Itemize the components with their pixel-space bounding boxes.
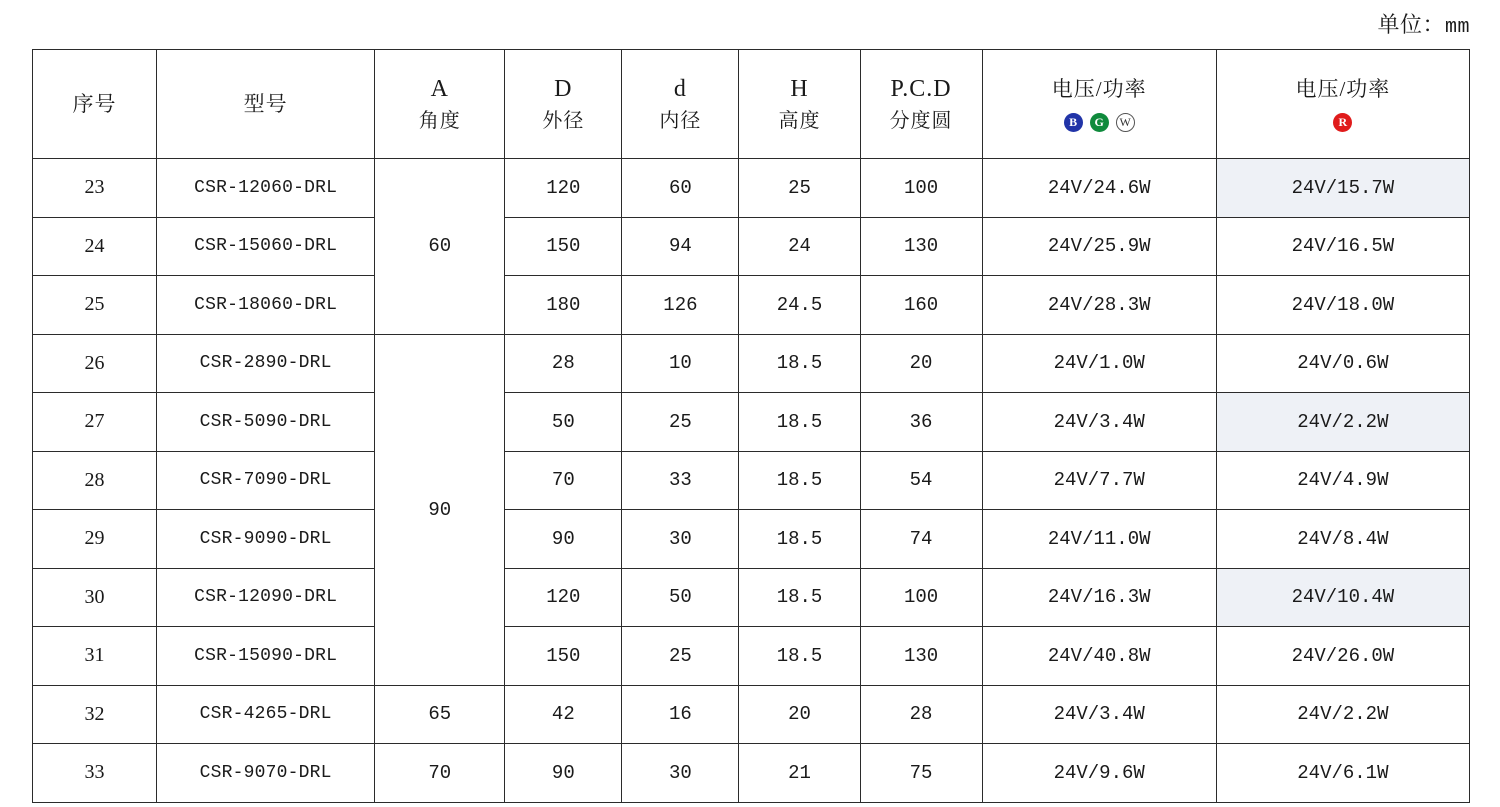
cell-no: 30 <box>33 568 157 627</box>
cell-voltage-power-bgw: 24V/16.3W <box>982 568 1216 627</box>
cell-model: CSR-18060-DRL <box>157 276 375 335</box>
column-header-voltage-power-bgw <box>982 50 1216 159</box>
table-row <box>33 159 1470 218</box>
table-row <box>33 685 1470 744</box>
cell-pcd: 130 <box>860 217 982 276</box>
cell-no: 28 <box>33 451 157 510</box>
cell-model: CSR-15060-DRL <box>157 217 375 276</box>
cell-no: 31 <box>33 627 157 686</box>
table-row <box>33 510 1470 569</box>
cell-pcd: 75 <box>860 744 982 803</box>
cell-voltage-power-r: 24V/4.9W <box>1216 451 1469 510</box>
cell-outer-diameter: 150 <box>505 217 622 276</box>
cell-model: CSR-12060-DRL <box>157 159 375 218</box>
unit-note-value: mm <box>1444 16 1470 39</box>
table-body <box>33 159 1470 803</box>
cell-height: 18.5 <box>739 393 860 452</box>
table-row <box>33 334 1470 393</box>
cell-height: 18.5 <box>739 451 860 510</box>
cell-inner-diameter: 33 <box>622 451 739 510</box>
badge-group-r <box>1333 113 1352 132</box>
cell-outer-diameter: 150 <box>505 627 622 686</box>
cell-voltage-power-r: 24V/10.4W <box>1216 568 1469 627</box>
cell-voltage-power-bgw: 24V/9.6W <box>982 744 1216 803</box>
column-header-voltage-power-r <box>1216 50 1469 159</box>
cell-pcd: 36 <box>860 393 982 452</box>
table-row <box>33 744 1470 803</box>
column-header-height-symbol: H <box>790 75 809 102</box>
cell-voltage-power-r: 24V/2.2W <box>1216 393 1469 452</box>
cell-angle: 65 <box>375 685 505 744</box>
badge-green-icon: G <box>1090 113 1109 132</box>
cell-height: 21 <box>739 744 860 803</box>
column-header-inner-diameter-label: 内径 <box>659 110 702 133</box>
cell-outer-diameter: 90 <box>505 744 622 803</box>
cell-angle: 90 <box>375 334 505 685</box>
cell-outer-diameter: 120 <box>505 568 622 627</box>
cell-inner-diameter: 126 <box>622 276 739 335</box>
cell-pcd: 100 <box>860 159 982 218</box>
cell-voltage-power-bgw: 24V/24.6W <box>982 159 1216 218</box>
cell-pcd: 54 <box>860 451 982 510</box>
column-header-model-label: 型号 <box>243 91 288 116</box>
cell-voltage-power-bgw: 24V/11.0W <box>982 510 1216 569</box>
cell-voltage-power-r: 24V/8.4W <box>1216 510 1469 569</box>
column-header-height-label: 高度 <box>778 110 821 133</box>
column-header-inner-diameter-symbol: d <box>673 75 687 102</box>
cell-voltage-power-bgw: 24V/3.4W <box>982 685 1216 744</box>
cell-inner-diameter: 25 <box>622 627 739 686</box>
table-row <box>33 451 1470 510</box>
cell-pcd: 74 <box>860 510 982 569</box>
cell-no: 33 <box>33 744 157 803</box>
cell-pcd: 20 <box>860 334 982 393</box>
table-header-row <box>33 50 1470 159</box>
cell-model: CSR-12090-DRL <box>157 568 375 627</box>
table-header <box>33 50 1470 159</box>
cell-inner-diameter: 16 <box>622 685 739 744</box>
cell-inner-diameter: 94 <box>622 217 739 276</box>
badge-blue-icon: B <box>1064 113 1083 132</box>
cell-height: 18.5 <box>739 334 860 393</box>
column-header-outer-diameter-symbol: D <box>554 75 573 102</box>
column-header-pcd-symbol: P.C.D <box>890 75 952 102</box>
cell-height: 18.5 <box>739 627 860 686</box>
cell-voltage-power-r: 24V/16.5W <box>1216 217 1469 276</box>
cell-no: 26 <box>33 334 157 393</box>
badge-red-icon: R <box>1333 113 1352 132</box>
column-header-model <box>157 50 375 159</box>
cell-angle: 60 <box>375 159 505 335</box>
cell-height: 18.5 <box>739 510 860 569</box>
unit-note <box>1377 8 1470 39</box>
cell-inner-diameter: 10 <box>622 334 739 393</box>
cell-voltage-power-r: 24V/26.0W <box>1216 627 1469 686</box>
cell-outer-diameter: 50 <box>505 393 622 452</box>
table-row <box>33 627 1470 686</box>
badge-white-icon: W <box>1116 113 1135 132</box>
cell-outer-diameter: 42 <box>505 685 622 744</box>
cell-voltage-power-r: 24V/18.0W <box>1216 276 1469 335</box>
cell-outer-diameter: 90 <box>505 510 622 569</box>
column-header-no-label: 序号 <box>72 91 117 116</box>
column-header-pcd-label: 分度圆 <box>889 110 953 133</box>
cell-no: 32 <box>33 685 157 744</box>
unit-note-label: 单位： <box>1377 12 1445 37</box>
specification-table <box>32 49 1470 803</box>
cell-pcd: 160 <box>860 276 982 335</box>
cell-voltage-power-bgw: 24V/3.4W <box>982 393 1216 452</box>
cell-voltage-power-bgw: 24V/25.9W <box>982 217 1216 276</box>
cell-angle: 70 <box>375 744 505 803</box>
cell-height: 24 <box>739 217 860 276</box>
cell-inner-diameter: 25 <box>622 393 739 452</box>
badge-group-bgw <box>1064 113 1135 132</box>
column-header-voltage-power-r-label: 电压/功率 <box>1295 77 1391 102</box>
column-header-angle-symbol: A <box>430 75 449 102</box>
cell-height: 18.5 <box>739 568 860 627</box>
cell-voltage-power-r: 24V/2.2W <box>1216 685 1469 744</box>
cell-outer-diameter: 28 <box>505 334 622 393</box>
column-header-outer-diameter-label: 外径 <box>542 110 585 133</box>
cell-height: 25 <box>739 159 860 218</box>
cell-inner-diameter: 30 <box>622 744 739 803</box>
cell-model: CSR-5090-DRL <box>157 393 375 452</box>
cell-voltage-power-bgw: 24V/40.8W <box>982 627 1216 686</box>
cell-voltage-power-bgw: 24V/7.7W <box>982 451 1216 510</box>
cell-inner-diameter: 50 <box>622 568 739 627</box>
column-header-outer-diameter <box>505 50 622 159</box>
cell-no: 24 <box>33 217 157 276</box>
cell-model: CSR-9070-DRL <box>157 744 375 803</box>
table-row <box>33 393 1470 452</box>
cell-model: CSR-7090-DRL <box>157 451 375 510</box>
cell-no: 25 <box>33 276 157 335</box>
table-row <box>33 217 1470 276</box>
cell-height: 20 <box>739 685 860 744</box>
cell-voltage-power-r: 24V/0.6W <box>1216 334 1469 393</box>
column-header-voltage-power-bgw-label: 电压/功率 <box>1051 77 1147 102</box>
cell-voltage-power-bgw: 24V/1.0W <box>982 334 1216 393</box>
cell-no: 23 <box>33 159 157 218</box>
cell-outer-diameter: 180 <box>505 276 622 335</box>
cell-no: 29 <box>33 510 157 569</box>
cell-pcd: 28 <box>860 685 982 744</box>
cell-model: CSR-9090-DRL <box>157 510 375 569</box>
column-header-pcd <box>860 50 982 159</box>
cell-outer-diameter: 70 <box>505 451 622 510</box>
cell-inner-diameter: 30 <box>622 510 739 569</box>
cell-no: 27 <box>33 393 157 452</box>
cell-height: 24.5 <box>739 276 860 335</box>
cell-model: CSR-15090-DRL <box>157 627 375 686</box>
cell-model: CSR-2890-DRL <box>157 334 375 393</box>
column-header-angle <box>375 50 505 159</box>
table-row <box>33 568 1470 627</box>
cell-voltage-power-r: 24V/15.7W <box>1216 159 1469 218</box>
cell-pcd: 130 <box>860 627 982 686</box>
column-header-angle-label: 角度 <box>418 110 461 133</box>
cell-inner-diameter: 60 <box>622 159 739 218</box>
cell-model: CSR-4265-DRL <box>157 685 375 744</box>
column-header-height <box>739 50 860 159</box>
column-header-inner-diameter <box>622 50 739 159</box>
cell-voltage-power-r: 24V/6.1W <box>1216 744 1469 803</box>
cell-outer-diameter: 120 <box>505 159 622 218</box>
cell-voltage-power-bgw: 24V/28.3W <box>982 276 1216 335</box>
table-row <box>33 276 1470 335</box>
cell-pcd: 100 <box>860 568 982 627</box>
column-header-no <box>33 50 157 159</box>
